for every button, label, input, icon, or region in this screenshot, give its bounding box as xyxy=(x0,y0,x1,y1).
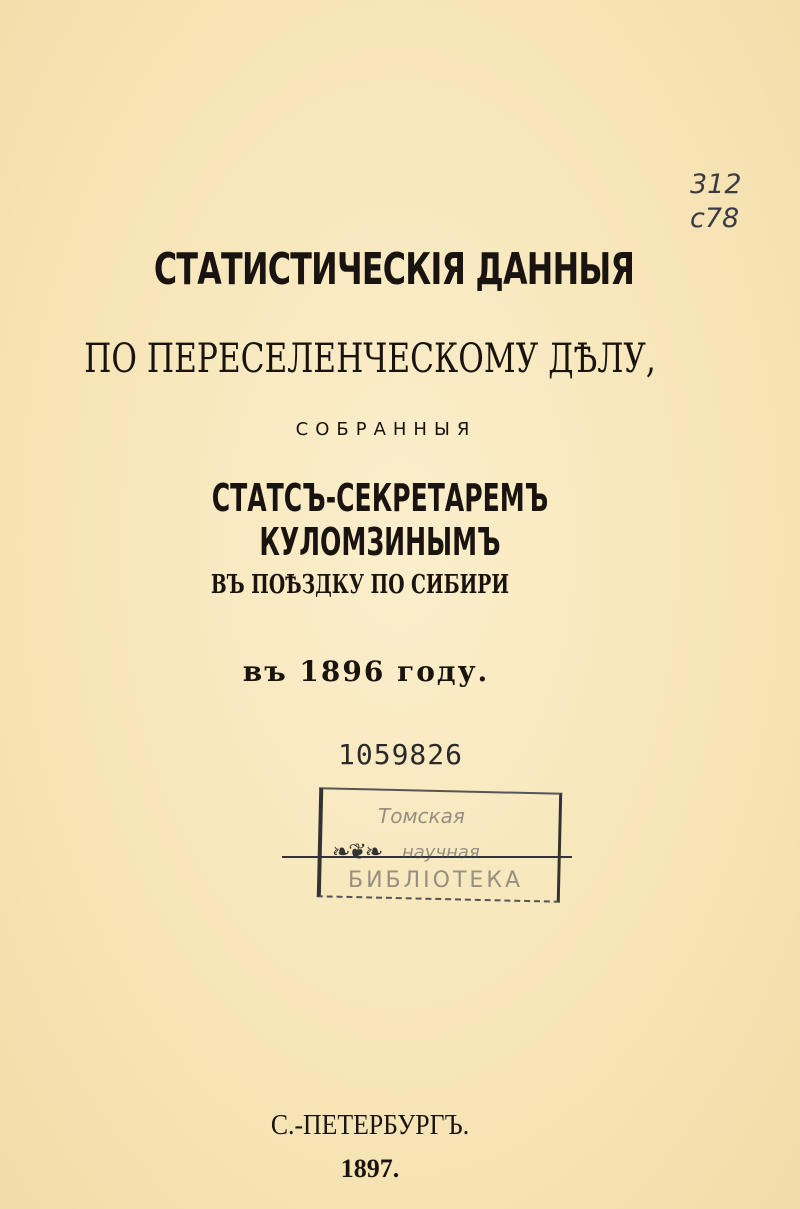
library-stamp xyxy=(282,782,572,912)
stamp-text-2: научная xyxy=(402,842,480,863)
title-line-6: въ 1896 году. xyxy=(242,655,490,688)
shelfmark-line-2: c78 xyxy=(690,203,740,234)
shelfmark-line-1: 312 xyxy=(690,169,742,200)
imprint-year: 1897. xyxy=(340,1154,400,1183)
shelfmark-annotation xyxy=(690,168,780,236)
stamp-ornament-icon: ❧❦❧ xyxy=(332,840,382,865)
inventory-number: 1059826 xyxy=(338,738,464,771)
title-line-2: ПО ПЕРЕСЕЛЕНЧЕСКОМУ ДѢЛУ, xyxy=(84,336,656,382)
title-line-4: СТАТСЪ-СЕКРЕТАРЕМЪ КУЛОМЗИНЫМЪ xyxy=(211,476,549,564)
title-line-1: СТАТИСТИЧЕСКІЯ ДАННЫЯ xyxy=(153,244,635,295)
stamp-text-3: БИБЛІОТЕКА xyxy=(348,868,523,893)
imprint-city: С.-ПЕТЕРБУРГЪ. xyxy=(270,1110,470,1141)
title-line-5: ВЪ ПОѢЗДКУ ПО СИБИРИ xyxy=(210,570,510,600)
title-line-3: СОБРАННЫЯ xyxy=(295,419,477,440)
stamp-text-1: Томская xyxy=(378,804,465,828)
